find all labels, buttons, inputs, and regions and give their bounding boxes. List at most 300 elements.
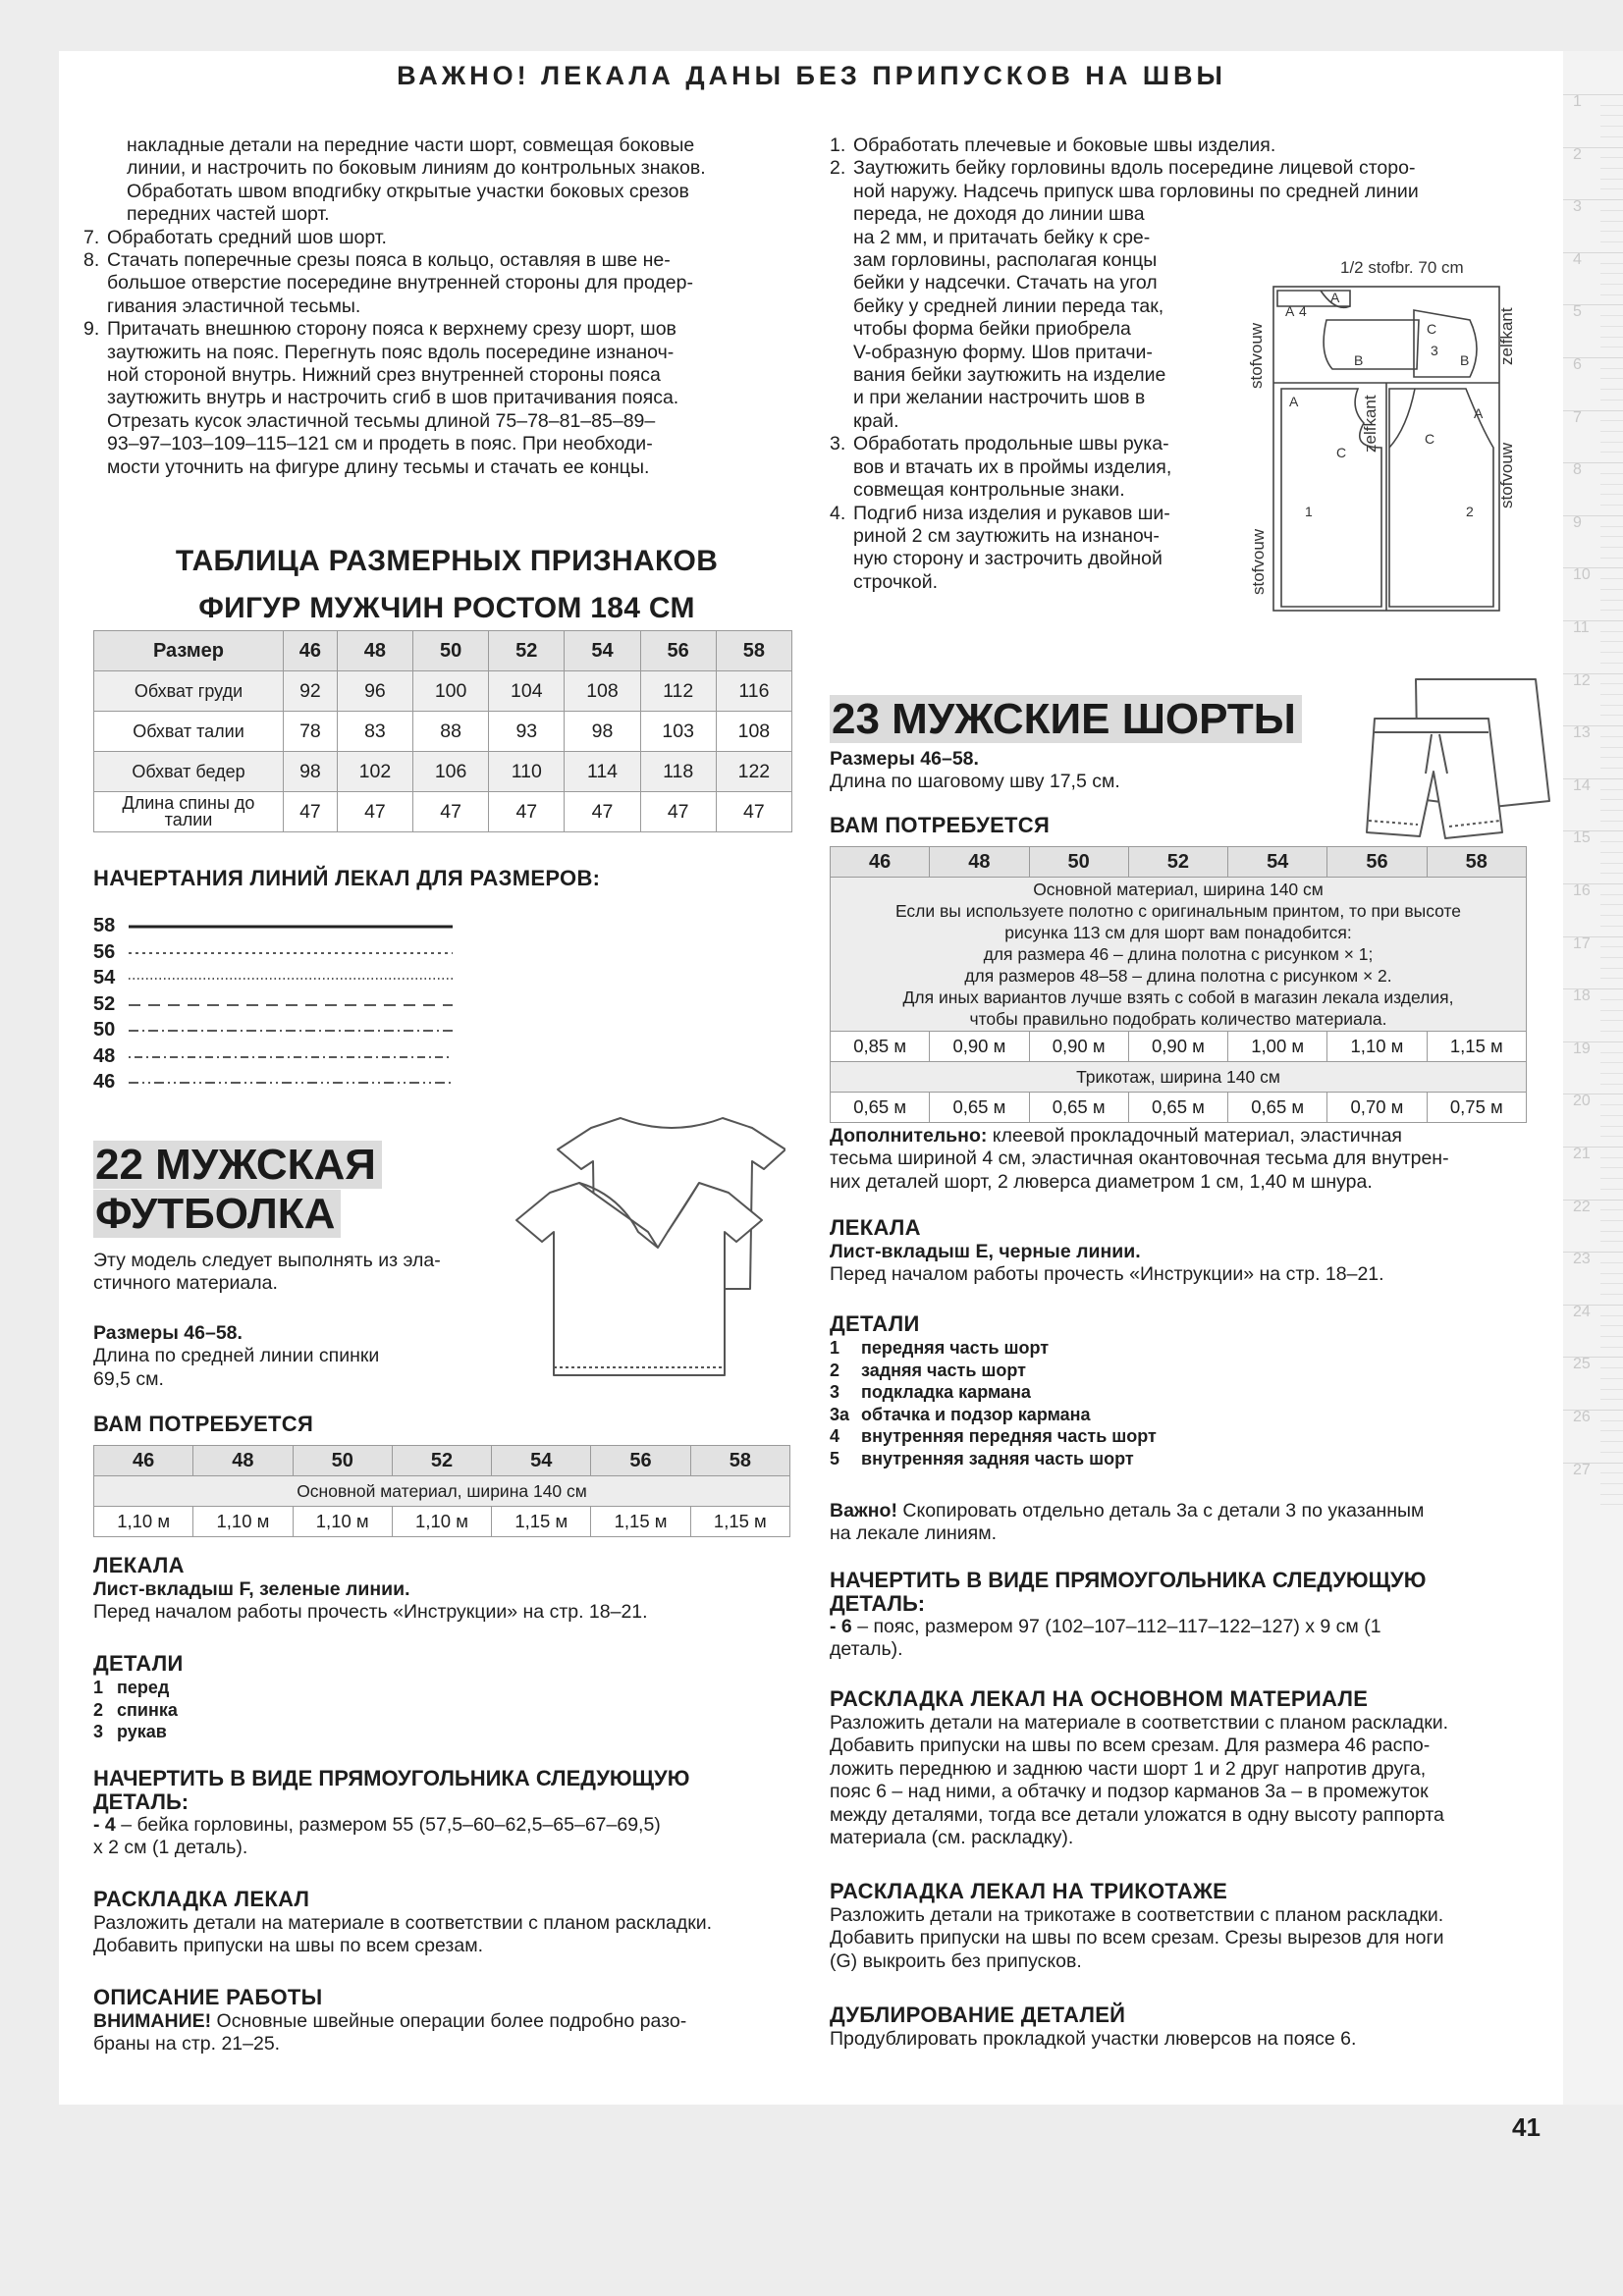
model23-layout-main-line: ложить переднюю и заднюю части шорт 1 и 2 друг напротив друга, bbox=[830, 1757, 1427, 1780]
model23-detail-item bbox=[830, 1425, 1535, 1448]
size-table-title bbox=[93, 538, 800, 632]
ruler-subtick bbox=[1600, 1472, 1623, 1473]
legend-size-label: 54 bbox=[93, 967, 116, 988]
ruler-tick-label: 23 bbox=[1573, 1251, 1591, 1268]
ruler-tick bbox=[1563, 461, 1623, 479]
model23-details bbox=[830, 1311, 1535, 1469]
legend-row bbox=[93, 915, 486, 940]
ruler-subtick bbox=[1600, 1262, 1623, 1263]
size-table-cell: 88 bbox=[413, 712, 489, 752]
diagram-letter: 2 bbox=[1466, 504, 1474, 519]
model23-rect-bold: - 6 bbox=[830, 1616, 852, 1637]
ruler-subtick bbox=[1600, 547, 1623, 548]
model22-detail-name: спинка bbox=[117, 1699, 178, 1720]
model23-detail-num: 3 bbox=[830, 1382, 840, 1402]
diagram-letter: A bbox=[1289, 394, 1299, 409]
model22-patterns-sheet: Лист-вкладыш F, зеленые линии. bbox=[93, 1578, 410, 1600]
ruler-tick-label: 17 bbox=[1573, 934, 1591, 952]
intro-step-line: Притачать внешнюю сторону пояса к верхнему срезу шорт, шов bbox=[107, 318, 676, 341]
model23-need-material-line: чтобы правильно подобрать количество материала. bbox=[969, 1009, 1387, 1029]
ruler-tick bbox=[1563, 671, 1623, 689]
ruler-subtick bbox=[1600, 1209, 1623, 1210]
model23-need-value: 0,90 м bbox=[1029, 1032, 1128, 1062]
diagram-letter: A bbox=[1330, 290, 1340, 305]
ruler-subtick bbox=[1600, 821, 1623, 822]
model23-layout-knit bbox=[830, 1879, 1535, 1973]
size-table-cell: 47 bbox=[640, 792, 716, 832]
model23-dup-title: ДУБЛИРОВАНИЕ ДЕТАЛЕЙ bbox=[830, 2002, 1126, 2027]
tshirt-illustration bbox=[511, 1104, 785, 1389]
legend-line-sample bbox=[129, 973, 453, 985]
right-step-line: риной 2 см заутюжить на изнаноч- bbox=[853, 524, 1160, 547]
size-table-row bbox=[94, 671, 792, 712]
size-table-cell: 47 bbox=[337, 792, 412, 832]
model22-details-title: ДЕТАЛИ bbox=[93, 1651, 184, 1676]
legend-size-label: 48 bbox=[93, 1044, 116, 1067]
ruler-subtick bbox=[1600, 1231, 1623, 1232]
ruler-tick-label: 2 bbox=[1573, 145, 1582, 163]
ruler-tick-label: 18 bbox=[1573, 988, 1591, 1005]
legend-line-sample bbox=[129, 1051, 453, 1063]
model23-need-material-line: Для иных вариантов лучше взять с собой в магазин лекала изделия, bbox=[902, 988, 1454, 1007]
model23-layout-knit-line: Разложить детали на трикотаже в соответствии с планом раскладки. bbox=[830, 1904, 1444, 1926]
intro-step-line: большое отверстие посередине внутренней стороны для продер- bbox=[107, 272, 693, 294]
model23-detail-num: 4 bbox=[830, 1426, 840, 1446]
model22-intro bbox=[93, 1250, 515, 1296]
ruler-subtick bbox=[1600, 368, 1623, 369]
size-table-header-row bbox=[94, 631, 792, 671]
legend-line-sample bbox=[129, 947, 453, 959]
model23-important bbox=[830, 1500, 1535, 1546]
model23-need-knit-row bbox=[831, 1062, 1527, 1093]
ruler-tick-label: 1 bbox=[1573, 93, 1582, 110]
ruler-subtick bbox=[1600, 799, 1623, 800]
legend-row bbox=[93, 967, 486, 992]
model23-need-material-line: рисунка 113 см для шорт вам понадобится: bbox=[1004, 923, 1352, 942]
diagram-stofvouw-top: stofvouw bbox=[1247, 322, 1266, 389]
size-table-cell: 98 bbox=[565, 712, 640, 752]
right-step-line: чтобы форма бейки приобрела bbox=[853, 318, 1131, 341]
line-legend-title: НАЧЕРТАНИЯ ЛИНИЙ ЛЕКАЛ ДЛЯ РАЗМЕРОВ: bbox=[93, 866, 601, 890]
size-table-cell: 47 bbox=[284, 792, 338, 832]
size-table-row-label: Обхват бедер bbox=[94, 752, 284, 792]
size-table-row-label: Обхват груди bbox=[94, 671, 284, 712]
ruler-tick-label: 3 bbox=[1573, 198, 1582, 216]
ruler-subtick bbox=[1600, 915, 1623, 916]
right-step-line: V-образную форму. Шов притачи- bbox=[853, 341, 1153, 363]
size-table-cell: 108 bbox=[565, 671, 640, 712]
model23-patterns-title: ЛЕКАЛА bbox=[830, 1215, 921, 1240]
model22-detail-name: перед bbox=[117, 1678, 170, 1697]
model22-need-material-row bbox=[94, 1476, 790, 1507]
page-header: ВАЖНО! ЛЕКАЛА ДАНЫ БЕЗ ПРИПУСКОВ НА ШВЫ bbox=[397, 61, 1226, 90]
ruler-tick bbox=[1563, 356, 1623, 373]
ruler-tick-label: 26 bbox=[1573, 1409, 1591, 1425]
model23-extra-line: клеевой прокладочный материал, эластичная bbox=[992, 1125, 1402, 1147]
ruler-subtick bbox=[1600, 315, 1623, 316]
model23-layout-main-line: Добавить припуски на швы по всем срезам. Для размера 46 распо- bbox=[830, 1735, 1431, 1757]
model23-detail-name: подкладка кармана bbox=[861, 1382, 1031, 1402]
model23-detail-item bbox=[830, 1448, 1535, 1470]
model22-need-size: 50 bbox=[293, 1446, 392, 1476]
size-table-row bbox=[94, 752, 792, 792]
model23-rect bbox=[830, 1569, 1535, 1662]
model23-need-material-line: для размеров 48–58 – длина полотна с рисунком × 2. bbox=[964, 966, 1392, 986]
model23-patterns-note: Перед началом работы прочесть «Инструкции» на стр. 18–21. bbox=[830, 1263, 1384, 1286]
ruler-subtick bbox=[1600, 484, 1623, 485]
model23-rect-line: – пояс, размером 97 (102–107–112–117–122–127) x 9 см (1 bbox=[857, 1616, 1381, 1637]
ruler-subtick bbox=[1600, 1452, 1623, 1453]
ruler-tick bbox=[1563, 934, 1623, 952]
right-step-line: Обработать продольные швы рука- bbox=[853, 433, 1169, 455]
size-table-title-line1: ТАБЛИЦА РАЗМЕРНЫХ ПРИЗНАКОВ bbox=[175, 545, 719, 577]
right-step-num: 2. bbox=[830, 157, 846, 180]
ruler-subtick bbox=[1600, 126, 1623, 127]
intro-step-line: гивания эластичной тесьмы. bbox=[107, 294, 361, 317]
ruler-subtick bbox=[1600, 1483, 1623, 1484]
legend-size-label: 50 bbox=[93, 1019, 116, 1041]
ruler-subtick bbox=[1600, 442, 1623, 443]
legend-size-label: 46 bbox=[93, 1071, 116, 1093]
model23-detail-item bbox=[830, 1337, 1535, 1360]
model23-need-value: 1,00 м bbox=[1228, 1032, 1327, 1062]
size-table-cell: 103 bbox=[640, 712, 716, 752]
model22-need-size: 52 bbox=[392, 1446, 491, 1476]
size-table-row-label bbox=[94, 792, 284, 832]
ruler-subtick bbox=[1600, 337, 1623, 338]
ruler-tick bbox=[1563, 198, 1623, 216]
legend-size-label: 52 bbox=[93, 992, 116, 1015]
ruler-subtick bbox=[1600, 600, 1623, 601]
ruler-subtick bbox=[1600, 683, 1623, 684]
ruler-tick bbox=[1563, 988, 1623, 1005]
ruler-subtick bbox=[1600, 115, 1623, 116]
ruler-tick-label: 6 bbox=[1573, 356, 1582, 373]
ruler-tick-label: 10 bbox=[1573, 566, 1591, 584]
size-table-cell: 47 bbox=[565, 792, 640, 832]
diagram-letter: C bbox=[1427, 321, 1437, 337]
ruler-subtick bbox=[1600, 136, 1623, 137]
ruler-tick bbox=[1563, 1356, 1623, 1373]
ruler-subtick bbox=[1600, 1378, 1623, 1379]
model22-need-value: 1,10 м bbox=[94, 1507, 193, 1537]
model22-title-line1: 22 МУЖСКАЯ bbox=[93, 1141, 382, 1189]
ruler-subtick bbox=[1600, 1347, 1623, 1348]
diagram-letter: B bbox=[1460, 352, 1470, 368]
model22-length-line: Длина по средней линии спинки bbox=[93, 1345, 380, 1367]
model23-layout-knit-title: РАСКЛАДКА ЛЕКАЛ НА ТРИКОТАЖЕ bbox=[830, 1879, 1228, 1903]
ruler-tick-label: 25 bbox=[1573, 1356, 1591, 1373]
size-table-cell: 98 bbox=[284, 752, 338, 792]
ruler-tick bbox=[1563, 513, 1623, 531]
ruler-subtick bbox=[1600, 210, 1623, 211]
right-step-line: Заутюжить бейку горловины вдоль посередине лицевой сторо- bbox=[853, 157, 1416, 180]
legend-row bbox=[93, 993, 486, 1019]
size-table-cell: 100 bbox=[413, 671, 489, 712]
ruler-subtick bbox=[1600, 494, 1623, 495]
ruler-subtick bbox=[1600, 736, 1623, 737]
ruler-subtick bbox=[1600, 694, 1623, 695]
model22-layout-line: Добавить припуски на швы по всем срезам. bbox=[93, 1935, 484, 1957]
model23-layout-main bbox=[830, 1686, 1535, 1849]
model22-need-table bbox=[93, 1445, 790, 1537]
right-step-num: 1. bbox=[830, 134, 846, 156]
model23-layout-main-title: РАСКЛАДКА ЛЕКАЛ НА ОСНОВНОМ МАТЕРИАЛЕ bbox=[830, 1686, 1369, 1711]
right-step-line: бейку у средней линии переда так, bbox=[853, 294, 1164, 317]
model23-important-line: на лекале линиям. bbox=[830, 1522, 998, 1545]
ruler-tick-label: 21 bbox=[1573, 1146, 1591, 1162]
right-step-line: ную сторону и застрочить двойной bbox=[853, 548, 1163, 570]
model23-need-knit-value: 0,65 м bbox=[1128, 1093, 1227, 1123]
model23-detail-name: внутренняя задняя часть шорт bbox=[861, 1448, 1134, 1468]
model23-extra-bold: Дополнительно: bbox=[830, 1125, 988, 1147]
ruler-subtick bbox=[1600, 431, 1623, 432]
model23-need-material-row bbox=[831, 878, 1527, 1032]
right-step-line: ной наружу. Надсечь припуск шва горловины по средней линии bbox=[853, 180, 1419, 202]
model23-detail-item bbox=[830, 1404, 1535, 1426]
diagram-letter: C bbox=[1425, 431, 1435, 447]
ruler-subtick bbox=[1600, 757, 1623, 758]
model22-need-size: 58 bbox=[690, 1446, 789, 1476]
ruler-tick bbox=[1563, 566, 1623, 584]
ruler-tick-label: 4 bbox=[1573, 250, 1582, 268]
ruler-subtick bbox=[1600, 810, 1623, 811]
size-table-title-line2: ФИГУР МУЖЧИН РОСТОМ 184 СМ bbox=[198, 592, 695, 624]
ruler-tick-label: 27 bbox=[1573, 1461, 1591, 1478]
model22-sizes: Размеры 46–58. bbox=[93, 1322, 243, 1344]
ruler-subtick bbox=[1600, 578, 1623, 579]
ruler-subtick bbox=[1600, 1031, 1623, 1032]
ruler-tick-label: 16 bbox=[1573, 882, 1591, 899]
legend-row bbox=[93, 1071, 486, 1096]
legend-size-label: 56 bbox=[93, 940, 116, 963]
model23-extra bbox=[830, 1125, 1535, 1194]
model22-detail-item bbox=[93, 1677, 486, 1699]
ruler-subtick bbox=[1600, 1073, 1623, 1074]
model22-need-value: 1,10 м bbox=[293, 1507, 392, 1537]
diagram-letter: 4 bbox=[1299, 303, 1307, 319]
model23-important-bold: Важно! bbox=[830, 1500, 897, 1522]
ruler-subtick bbox=[1600, 294, 1623, 295]
ruler-subtick bbox=[1600, 452, 1623, 453]
model23-need-table bbox=[830, 846, 1527, 1123]
ruler-subtick bbox=[1600, 705, 1623, 706]
intro-step-line: заутюжить на пояс. Перегнуть пояс вдоль посередине изнаноч- bbox=[107, 341, 675, 363]
right-step-num: 3. bbox=[830, 433, 846, 455]
model23-detail-name: обтачка и подзор кармана bbox=[861, 1404, 1091, 1424]
model23-need-size: 58 bbox=[1427, 847, 1526, 878]
model22-need-size: 56 bbox=[591, 1446, 690, 1476]
model23-need-size: 50 bbox=[1029, 847, 1128, 878]
ruler-subtick bbox=[1600, 863, 1623, 864]
model23-layout-main-line: материала (см. раскладку). bbox=[830, 1827, 1074, 1849]
model22-need-value: 1,10 м bbox=[193, 1507, 293, 1537]
model23-dup-text: Продублировать прокладкой участки люверсов на поясе 6. bbox=[830, 2028, 1357, 2050]
ruler-subtick bbox=[1600, 1104, 1623, 1105]
model22-need-value: 1,10 м bbox=[392, 1507, 491, 1537]
ruler-tick bbox=[1563, 882, 1623, 899]
ruler-subtick bbox=[1600, 1157, 1623, 1158]
diagram-zelfkant-mid: zelfkant bbox=[1361, 395, 1380, 453]
legend-size-label: 58 bbox=[93, 915, 116, 936]
size-table-row-label: Обхват талии bbox=[94, 712, 284, 752]
ruler-tick-label: 12 bbox=[1573, 671, 1591, 689]
model22-detail-num: 1 bbox=[93, 1678, 104, 1697]
ruler-tick bbox=[1563, 1409, 1623, 1425]
ruler-subtick bbox=[1600, 1084, 1623, 1085]
legend-line-sample bbox=[129, 1025, 453, 1037]
ruler-subtick bbox=[1600, 1052, 1623, 1053]
ruler-subtick bbox=[1600, 273, 1623, 274]
ruler-subtick bbox=[1600, 1010, 1623, 1011]
ruler-tick-label: 14 bbox=[1573, 776, 1591, 794]
model23-need-size: 54 bbox=[1228, 847, 1327, 878]
ruler-subtick bbox=[1600, 968, 1623, 969]
ruler-subtick bbox=[1600, 1315, 1623, 1316]
ruler-subtick bbox=[1600, 1389, 1623, 1390]
model23-layout-main-line: Разложить детали на материале в соответствии с планом раскладки. bbox=[830, 1712, 1449, 1734]
model23-detail-num: 1 bbox=[830, 1338, 840, 1358]
size-table-cell: 122 bbox=[716, 752, 791, 792]
intro-line: накладные детали на передние части шорт, совмещая боковые bbox=[127, 134, 695, 156]
model23-rect-title-line: НАЧЕРТИТЬ В ВИДЕ ПРЯМОУГОЛЬНИКА СЛЕДУЮЩУЮ bbox=[830, 1568, 1427, 1592]
ruler-subtick bbox=[1600, 536, 1623, 537]
model22-length-line: 69,5 см. bbox=[93, 1367, 164, 1390]
size-table-cell: 78 bbox=[284, 712, 338, 752]
layout-diagram bbox=[1242, 251, 1546, 616]
intro-step bbox=[83, 318, 800, 479]
intro-line: передних частей шорт. bbox=[127, 203, 330, 226]
model23-rect-title-line: ДЕТАЛЬ: bbox=[830, 1591, 926, 1616]
model23-layout-main-line: между деталями, тогда все детали уложатся в одну высоту раппорта bbox=[830, 1803, 1444, 1826]
model23-need-material-line: для размера 46 – длина полотна с рисунком × 1; bbox=[983, 944, 1374, 964]
ruler-subtick bbox=[1600, 526, 1623, 527]
size-table-row-label-line: талии bbox=[164, 810, 213, 829]
model23-need-value: 1,15 м bbox=[1427, 1032, 1526, 1062]
ruler-subtick bbox=[1600, 1294, 1623, 1295]
model23-detail-num: 2 bbox=[830, 1360, 840, 1380]
right-step-line: бейки у надсечки. Стачать на угол bbox=[853, 272, 1158, 294]
model23-need-knit-value: 0,65 м bbox=[831, 1093, 930, 1123]
model22-detail-name: рукав bbox=[117, 1722, 167, 1741]
intro-step-line: Обработать средний шов шорт. bbox=[107, 226, 387, 248]
size-table-header-cell: 58 bbox=[716, 631, 791, 671]
ruler-subtick bbox=[1600, 852, 1623, 853]
model23-need-size: 48 bbox=[930, 847, 1029, 878]
model23-extra-line: тесьма шириной 4 см, эластичная окантовочная тесьма для внутрен- bbox=[830, 1148, 1449, 1170]
ruler-subtick bbox=[1600, 652, 1623, 653]
model23-layout-knit-line: Добавить припуски на швы по всем срезам. Срезы вырезов для ноги bbox=[830, 1927, 1444, 1949]
ruler-tick bbox=[1563, 250, 1623, 268]
ruler-subtick bbox=[1600, 610, 1623, 611]
size-table-header-cell: 52 bbox=[489, 631, 565, 671]
ruler-tick bbox=[1563, 1251, 1623, 1268]
ruler-subtick bbox=[1600, 715, 1623, 716]
model22-need-size: 54 bbox=[492, 1446, 591, 1476]
model22-need-value: 1,15 м bbox=[591, 1507, 690, 1537]
intro-step-line: заутюжить внутрь и настрочить сгиб в шов притачивания пояса. bbox=[107, 387, 679, 409]
size-table-cell: 83 bbox=[337, 712, 412, 752]
model23-sizes: Размеры 46–58. bbox=[830, 748, 979, 770]
model22-work bbox=[93, 1985, 810, 2056]
diagram-zelfkant-top: zelfkant bbox=[1497, 307, 1516, 365]
legend-line-sample bbox=[129, 921, 453, 933]
ruler-tick bbox=[1563, 1198, 1623, 1215]
size-table-header-cell: 54 bbox=[565, 631, 640, 671]
model23-detail-item bbox=[830, 1381, 1535, 1404]
model22-rect-bold: - 4 bbox=[93, 1814, 116, 1836]
model23-details-title: ДЕТАЛИ bbox=[830, 1311, 920, 1336]
diagram-stofvouw-right: stofvouw bbox=[1497, 442, 1516, 508]
right-step-line: строчкой. bbox=[853, 570, 939, 593]
model23-need-knit-value: 0,65 м bbox=[1029, 1093, 1128, 1123]
model22-work-bold: ВНИМАНИЕ! bbox=[93, 2010, 212, 2032]
ruler-tick bbox=[1563, 303, 1623, 321]
model23-detail-num: 5 bbox=[830, 1448, 840, 1468]
ruler-subtick bbox=[1600, 1336, 1623, 1337]
model22-layout-title: РАСКЛАДКА ЛЕКАЛ bbox=[93, 1887, 310, 1911]
size-table-row bbox=[94, 792, 792, 832]
intro-line: линии, и настрочить по боковым линиям до контрольных знаков. bbox=[127, 157, 706, 180]
diagram-stofvouw-bottom: stofvouw bbox=[1249, 528, 1268, 595]
model23-need-value: 0,90 м bbox=[930, 1032, 1029, 1062]
ruler-tick-label: 5 bbox=[1573, 303, 1582, 321]
diagram-letter: C bbox=[1336, 445, 1347, 460]
model22-need-value: 1,15 м bbox=[690, 1507, 789, 1537]
ruler-subtick bbox=[1600, 168, 1623, 169]
model23-length: Длина по шаговому шву 17,5 см. bbox=[830, 771, 1120, 793]
ruler-tick-label: 15 bbox=[1573, 829, 1591, 847]
diagram-letter: B bbox=[1354, 352, 1364, 368]
size-table-cell: 47 bbox=[716, 792, 791, 832]
ruler-subtick bbox=[1600, 558, 1623, 559]
model22-work-title: ОПИСАНИЕ РАБОТЫ bbox=[93, 1985, 323, 2009]
ruler-subtick bbox=[1600, 473, 1623, 474]
intro-step-line: Отрезать кусок эластичной тесьмы длиной 75–78–81–85–89– bbox=[107, 409, 656, 432]
intro-step-line: мости уточнить на фигуре длину тесьмы и стачать ее концы. bbox=[107, 455, 650, 478]
right-step-line: вания бейки заутюжить на изделие bbox=[853, 364, 1166, 387]
model23-need-knit-value: 0,65 м bbox=[1228, 1093, 1327, 1123]
model23-detail-name: задняя часть шорт bbox=[861, 1360, 1026, 1380]
model22-work-line: Основные швейные операции более подробно разо- bbox=[216, 2010, 687, 2032]
ruler-subtick bbox=[1600, 188, 1623, 189]
ruler-subtick bbox=[1600, 1115, 1623, 1116]
model22-layout bbox=[93, 1887, 810, 1958]
model23-need-title: ВАМ ПОТРЕБУЕТСЯ bbox=[830, 813, 1051, 837]
size-table-row-label-line: Длина спины до bbox=[122, 793, 255, 813]
legend-row bbox=[93, 941, 486, 967]
size-table-cell: 96 bbox=[337, 671, 412, 712]
ruler-tick bbox=[1563, 93, 1623, 110]
model22-rect-title-line: НАЧЕРТИТЬ В ВИДЕ ПРЯМОУГОЛЬНИКА СЛЕДУЮЩУЮ bbox=[93, 1766, 690, 1790]
right-step-num: 4. bbox=[830, 502, 846, 524]
model22-work-line: браны на стр. 21–25. bbox=[93, 2033, 281, 2056]
model23-need-values-row bbox=[831, 1032, 1527, 1062]
intro-step bbox=[83, 249, 800, 318]
ruler-subtick bbox=[1600, 747, 1623, 748]
model23-rect-line: деталь). bbox=[830, 1638, 903, 1661]
ruler-subtick bbox=[1600, 105, 1623, 106]
ruler-subtick bbox=[1600, 1189, 1623, 1190]
ruler-tick bbox=[1563, 145, 1623, 163]
right-step-line: на 2 мм, и притачать бейку к сре- bbox=[853, 226, 1151, 248]
page-number: 41 bbox=[1512, 2112, 1541, 2142]
ruler-tick bbox=[1563, 1303, 1623, 1320]
model22-rect-line: – бейка горловины, размером 55 (57,5–60–62,5–65–67–69,5) bbox=[121, 1814, 661, 1836]
ruler-tick-label: 24 bbox=[1573, 1303, 1591, 1320]
ruler-tick-label: 8 bbox=[1573, 461, 1582, 479]
model23-patterns bbox=[830, 1215, 1535, 1287]
